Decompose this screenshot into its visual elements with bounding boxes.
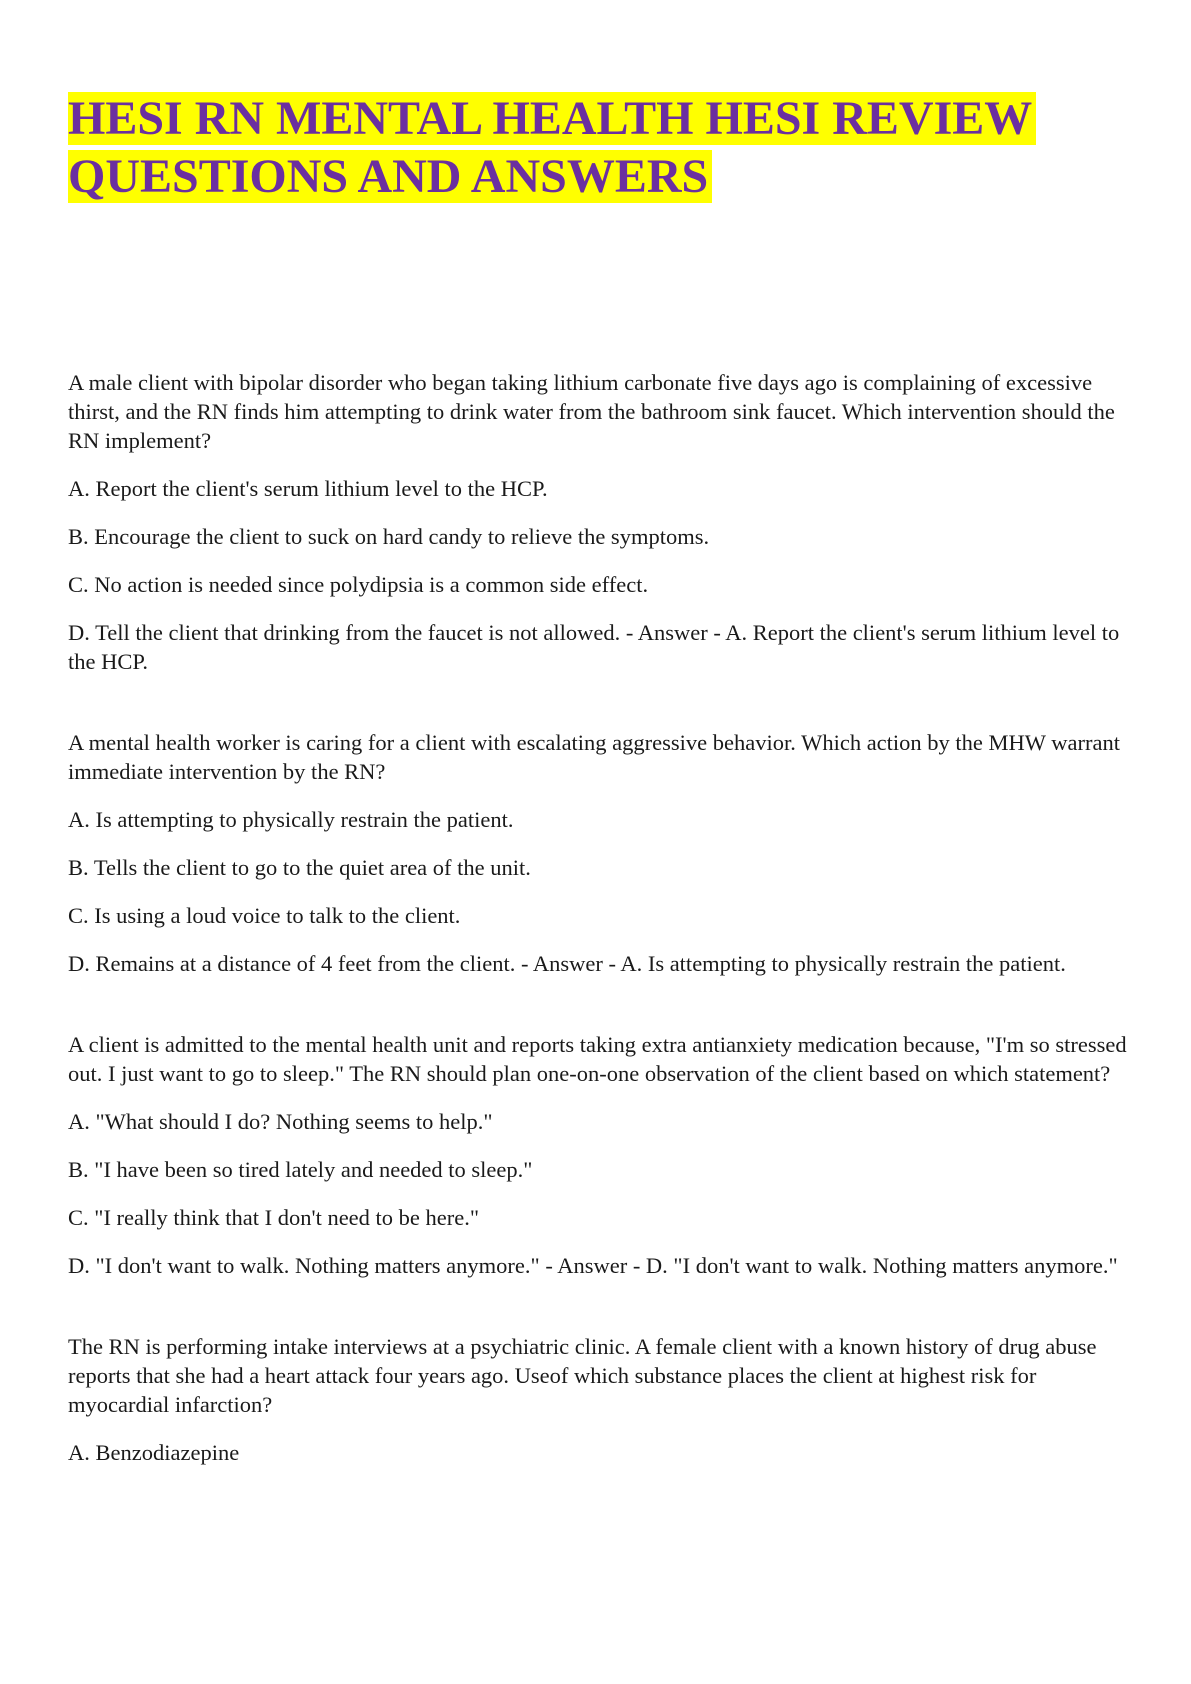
option-b: B. Encourage the client to suck on hard candy to relieve the symptoms. (68, 524, 710, 549)
option-a: A. Report the client's serum lithium level to the HCP. (68, 476, 548, 501)
question-stem: A male client with bipolar disorder who began taking lithium carbonate five days ago is complaining of excessive thirst, and the RN finds him attempting to drink water from the bathroom sink faucet. Which intervention should the RN implement? (68, 370, 1115, 453)
option-c: C. Is using a loud voice to talk to the client. (68, 903, 461, 928)
question-3 (68, 1030, 1128, 1280)
option-d-with-answer: D. Remains at a distance of 4 feet from the client. - Answer - A. Is attempting to physically restrain the patient. (68, 951, 1066, 976)
option-c: C. No action is needed since polydipsia is a common side effect. (68, 572, 649, 597)
document-title (68, 90, 1128, 206)
question-1 (68, 368, 1128, 676)
title-line-2: QUESTIONS AND ANSWERS (68, 150, 712, 203)
option-a: A. "What should I do? Nothing seems to help." (68, 1109, 493, 1134)
question-stem: A client is admitted to the mental health unit and reports taking extra antianxiety medication because, "I'm so stressed out. I just want to go to sleep." The RN should plan one-on-one observation of the client based on which statement? (68, 1032, 1127, 1086)
option-a: A. Benzodiazepine (68, 1440, 240, 1465)
option-a: A. Is attempting to physically restrain the patient. (68, 807, 514, 832)
question-list (68, 368, 1128, 1467)
question-4 (68, 1332, 1128, 1467)
option-b: B. Tells the client to go to the quiet area of the unit. (68, 855, 531, 880)
question-stem: A mental health worker is caring for a client with escalating aggressive behavior. Which action by the MHW warrant immediate intervention by the RN? (68, 730, 1120, 784)
question-2 (68, 728, 1128, 978)
option-c: C. "I really think that I don't need to be here." (68, 1205, 480, 1230)
option-d-with-answer: D. Tell the client that drinking from the faucet is not allowed. - Answer - A. Report the client's serum lithium level to the HCP. (68, 620, 1120, 674)
question-stem: The RN is performing intake interviews at a psychiatric clinic. A female client with a known history of drug abuse reports that she had a heart attack four years ago. Useof which substance places the client at highest risk for myocardial infarction? (68, 1334, 1097, 1417)
option-d-with-answer: D. "I don't want to walk. Nothing matters anymore." - Answer - D. "I don't want to walk. Nothing matters anymore." (68, 1253, 1118, 1278)
option-b: B. "I have been so tired lately and needed to sleep." (68, 1157, 533, 1182)
title-line-1: HESI RN MENTAL HEALTH HESI REVIEW (68, 92, 1036, 145)
document-page (68, 90, 1128, 1519)
